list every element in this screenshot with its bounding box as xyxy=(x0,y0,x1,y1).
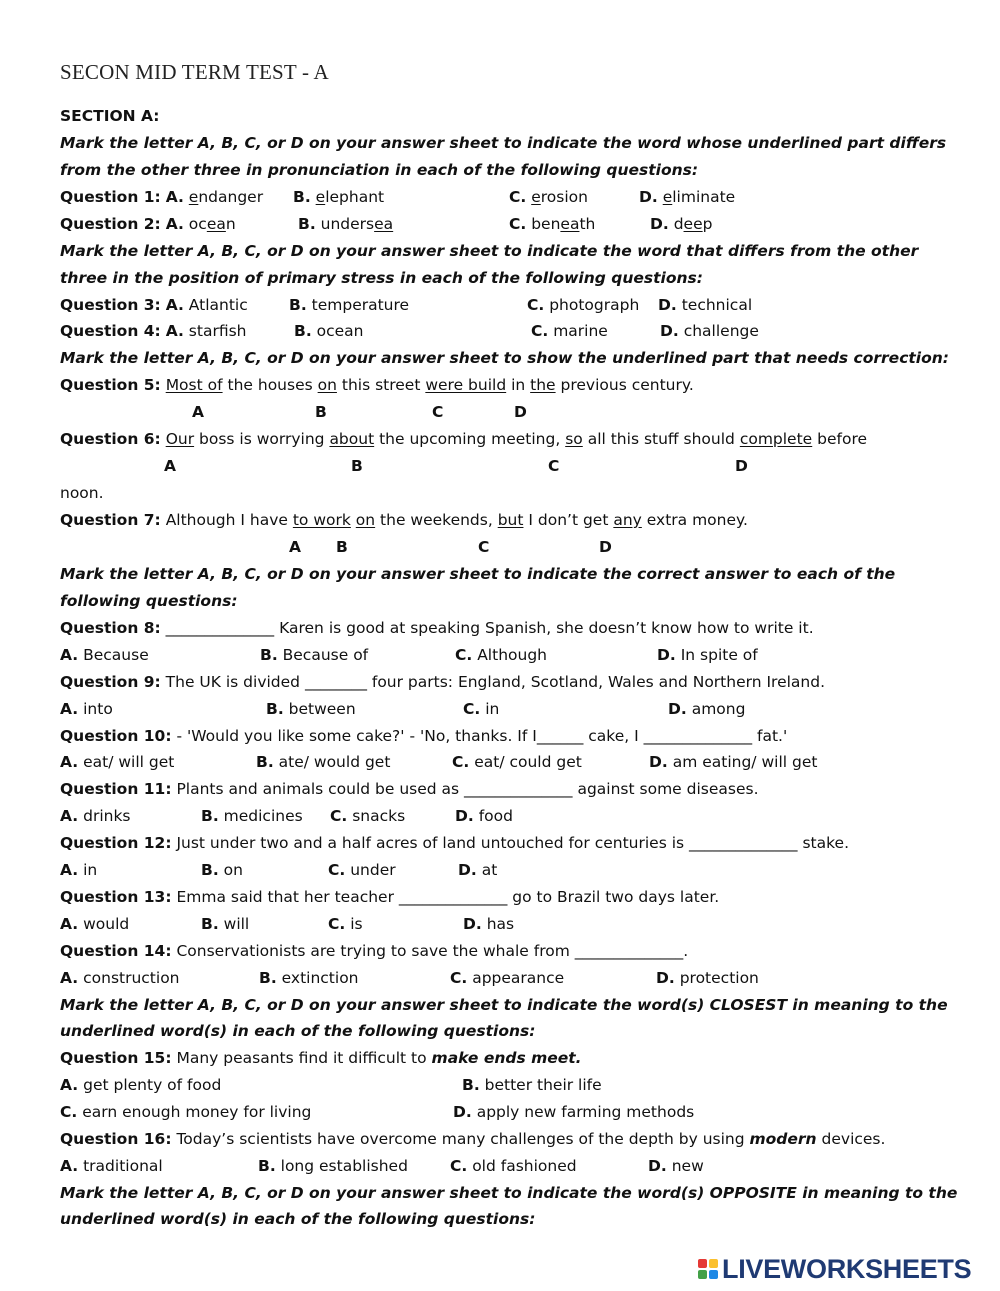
instruction-correct-answer: Mark the letter A, B, C, or D on your answer sheet to indicate the correct answer to each of the xyxy=(60,565,896,583)
q4-option-d: D. challenge xyxy=(660,322,759,340)
q10-option-c: C. eat/ could get xyxy=(452,753,582,771)
question-16: Question 16: Today’s scientists have overcome many challenges of the depth by using modern devices. xyxy=(60,1130,886,1148)
q8-option-a: A. Because xyxy=(60,646,149,664)
q14-option-d: D. protection xyxy=(656,969,759,987)
q10-option-b: B. ate/ would get xyxy=(256,753,391,771)
brand-icon xyxy=(698,1259,718,1279)
instruction-pronunciation: Mark the letter A, B, C, or D on your answer sheet to indicate the word whose underlined part differs xyxy=(60,134,947,152)
q7-label-d: D xyxy=(599,538,612,556)
q7-label-c: C xyxy=(478,538,490,556)
question-10: Question 10: - 'Would you like some cake?' - 'No, thanks. If I______ cake, I ______________ fat.' xyxy=(60,727,788,745)
instruction-error: Mark the letter A, B, C, or D on your answer sheet to show the underlined part that needs correction: xyxy=(60,349,949,367)
q13-option-c: C. is xyxy=(328,915,363,933)
q9-option-a: A. into xyxy=(60,700,113,718)
q7-label-b: B xyxy=(336,538,348,556)
q14-option-c: C. appearance xyxy=(450,969,565,987)
q3-option-d: D. technical xyxy=(658,296,753,314)
q10-option-d: D. am eating/ will get xyxy=(649,753,818,771)
brand-square-red xyxy=(698,1259,707,1268)
q12-option-a: A. in xyxy=(60,861,98,879)
question-2: Question 2: A. ocean xyxy=(60,215,236,233)
q13-option-d: D. has xyxy=(463,915,515,933)
q3-option-c: C. photograph xyxy=(527,296,640,314)
instruction-opposite-meaning-cont: underlined word(s) in each of the following questions: xyxy=(60,1210,536,1228)
question-12: Question 12: Just under two and a half acres of land untouched for centuries is ______________ stake. xyxy=(60,834,849,852)
question-5: Question 5: Most of the houses on this street were build in the previous century. xyxy=(60,376,694,394)
q11-option-a: A. drinks xyxy=(60,807,131,825)
q6-label-c: C xyxy=(548,457,560,475)
q6-label-a: A xyxy=(164,457,176,475)
question-3: Question 3: A. Atlantic xyxy=(60,296,248,314)
q6-label-b: B xyxy=(351,457,363,475)
q8-option-c: C. Although xyxy=(455,646,547,664)
liveworksheets-logo xyxy=(698,1254,971,1284)
q6-continuation: noon. xyxy=(60,484,104,502)
instruction-pronunciation-cont: from the other three in pronunciation in each of the following questions: xyxy=(60,161,699,179)
question-14: Question 14: Conservationists are trying to save the whale from ______________. xyxy=(60,942,689,960)
q11-option-c: C. snacks xyxy=(330,807,406,825)
q16-option-a: A. traditional xyxy=(60,1157,163,1175)
question-7: Question 7: Although I have to work on the weekends, but I don’t get any extra money. xyxy=(60,511,748,529)
instruction-stress-cont: three in the position of primary stress in each of the following questions: xyxy=(60,269,703,287)
question-1: Question 1: A. endanger xyxy=(60,188,264,206)
page-title: SECON MID TERM TEST - A xyxy=(60,60,329,84)
q5-label-c: C xyxy=(432,403,444,421)
q8-option-b: B. Because of xyxy=(260,646,369,664)
instruction-correct-answer-cont: following questions: xyxy=(60,592,238,610)
q15-option-c: C. earn enough money for living xyxy=(60,1103,312,1121)
q6-label-d: D xyxy=(735,457,748,475)
q16-option-c: C. old fashioned xyxy=(450,1157,577,1175)
q2-option-d: D. deep xyxy=(650,215,713,233)
q1-option-c: C. erosion xyxy=(509,188,588,206)
q4-option-b: B. ocean xyxy=(294,322,364,340)
q13-option-a: A. would xyxy=(60,915,130,933)
q15-option-d: D. apply new farming methods xyxy=(453,1103,695,1121)
question-9: Question 9: The UK is divided ________ four parts: England, Scotland, Wales and Northern Ireland. xyxy=(60,673,826,691)
q1-option-d: D. eliminate xyxy=(639,188,736,206)
brand-square-yellow xyxy=(709,1259,718,1268)
question-15: Question 15: Many peasants find it difficult to make ends meet. xyxy=(60,1049,582,1067)
instruction-opposite-meaning: Mark the letter A, B, C, or D on your answer sheet to indicate the word(s) OPPOSITE in meaning to the xyxy=(60,1184,958,1202)
q12-option-d: D. at xyxy=(458,861,498,879)
question-11: Question 11: Plants and animals could be used as ______________ against some diseases. xyxy=(60,780,759,798)
instruction-stress: Mark the letter A, B, C, or D on your answer sheet to indicate the word that differs from the other xyxy=(60,242,919,260)
instruction-closest-meaning-cont: underlined word(s) in each of the following questions: xyxy=(60,1022,536,1040)
question-8: Question 8: ______________ Karen is good at speaking Spanish, she doesn’t know how to write it. xyxy=(60,619,814,637)
q3-option-b: B. temperature xyxy=(289,296,410,314)
q12-option-b: B. on xyxy=(201,861,243,879)
q14-option-b: B. extinction xyxy=(259,969,359,987)
q5-label-d: D xyxy=(514,403,527,421)
q11-option-b: B. medicines xyxy=(201,807,303,825)
q9-option-d: D. among xyxy=(668,700,746,718)
instruction-closest-meaning: Mark the letter A, B, C, or D on your answer sheet to indicate the word(s) CLOSEST in meaning to the xyxy=(60,996,948,1014)
question-6: Question 6: Our boss is worrying about the upcoming meeting, so all this stuff should complete before xyxy=(60,430,868,448)
question-13: Question 13: Emma said that her teacher ______________ go to Brazil two days later. xyxy=(60,888,720,906)
q14-option-a: A. construction xyxy=(60,969,180,987)
q1-option-b: B. elephant xyxy=(293,188,385,206)
q9-option-b: B. between xyxy=(266,700,356,718)
brand-square-blue xyxy=(709,1270,718,1279)
q8-option-d: D. In spite of xyxy=(657,646,758,664)
q12-option-c: C. under xyxy=(328,861,396,879)
q15-option-a: A. get plenty of food xyxy=(60,1076,222,1094)
q16-option-d: D. new xyxy=(648,1157,704,1175)
q2-option-b: B. undersea xyxy=(298,215,394,233)
q10-option-a: A. eat/ will get xyxy=(60,753,175,771)
q2-option-c: C. beneath xyxy=(509,215,596,233)
q9-option-c: C. in xyxy=(463,700,500,718)
q7-label-a: A xyxy=(289,538,301,556)
q13-option-b: B. will xyxy=(201,915,250,933)
brand-name: LIVEWORKSHEETS xyxy=(722,1253,972,1284)
q5-label-a: A xyxy=(192,403,204,421)
section-heading: SECTION A: xyxy=(60,107,160,125)
q15-option-b: B. better their life xyxy=(462,1076,602,1094)
question-4: Question 4: A. starfish xyxy=(60,322,247,340)
brand-square-green xyxy=(698,1270,707,1279)
q5-label-b: B xyxy=(315,403,327,421)
q16-option-b: B. long established xyxy=(258,1157,408,1175)
q4-option-c: C. marine xyxy=(531,322,608,340)
q11-option-d: D. food xyxy=(455,807,513,825)
question-label: Question 1: xyxy=(60,188,161,206)
